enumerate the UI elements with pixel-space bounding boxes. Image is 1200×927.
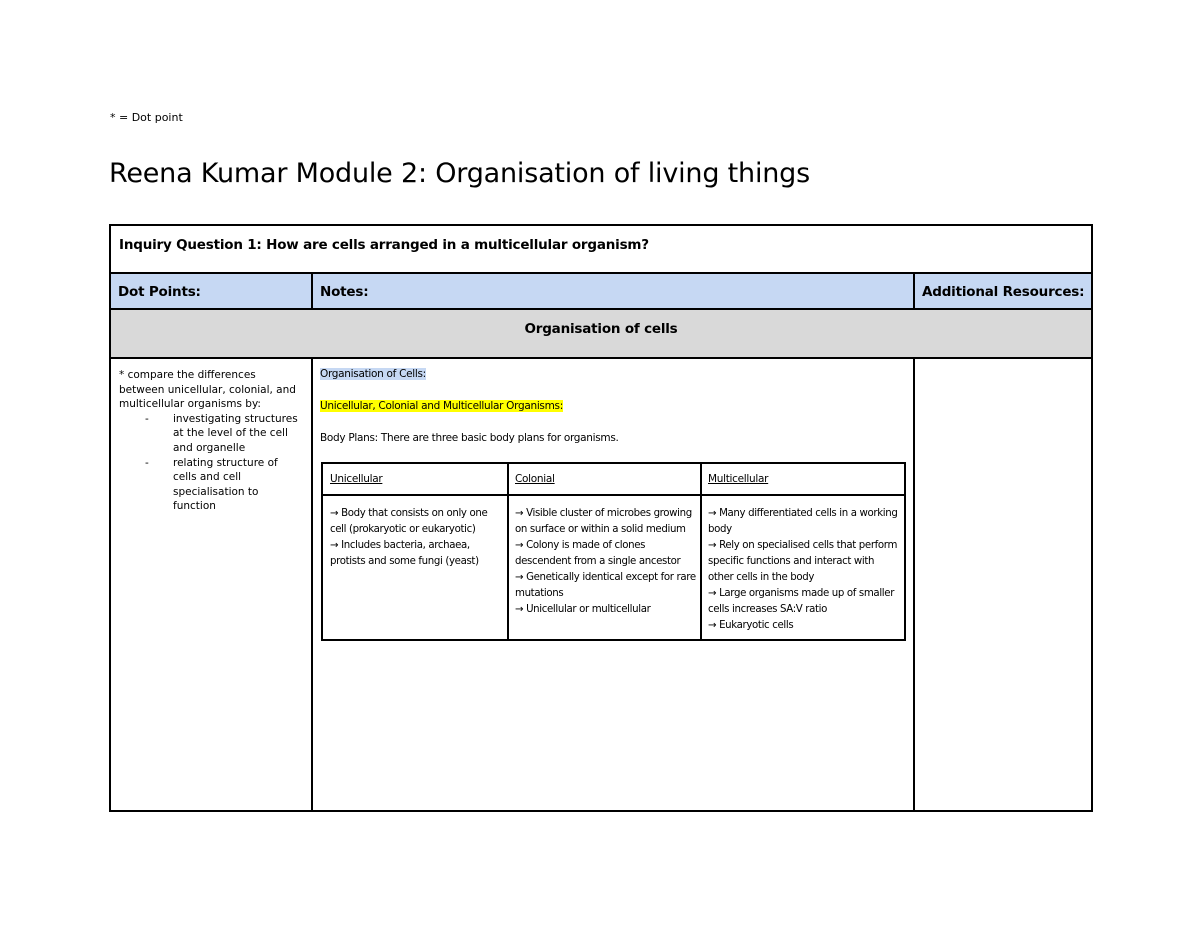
column-colonial: Colonial [515,473,555,485]
header-notes: Notes: [320,284,369,300]
column-unicellular: Unicellular [330,473,383,485]
dot-point-subitem: - relating structure of cells and cell specialisation to function [145,456,278,513]
body-plans-text: Body Plans: There are three basic body plans for organisms. [320,432,619,444]
body-plans-table [321,462,906,641]
divider [700,464,702,639]
notes-cell [313,359,913,810]
inner-header-row [323,464,904,496]
header-row [111,274,1091,310]
header-additional-resources: Additional Resources: [922,284,1085,300]
dot-points-cell [111,359,311,514]
column-multicellular: Multicellular [708,473,769,485]
divider [507,464,509,639]
dot-point-legend: * = Dot point [110,111,183,124]
divider [913,274,915,310]
inquiry-question-row [111,226,1091,274]
additional-resources-cell [915,359,1091,810]
divider [311,274,313,310]
section-title: Organisation of cells [524,321,678,337]
notes-subheading: Unicellular, Colonial and Multicellular Organisms: [320,400,563,412]
section-row [111,310,1091,359]
multicellular-notes: → Many differentiated cells in a working body → Rely on specialised cells that perform specific functions and interact with other cells in the body → Large organisms made up of smaller cells increases SA:V ratio → Eukaryotic cells [708,508,898,631]
dot-point-intro: * compare the differences between unicellular, colonial, and multicellular organisms by: [119,369,296,411]
notes-table [109,224,1093,812]
notes-heading: Organisation of Cells: [320,368,426,380]
unicellular-notes: → Body that consists on only one cell (prokaryotic or eukaryotic) → Includes bacteria, archaea, protists and some fungi (yeast) [330,508,488,567]
header-dot-points: Dot Points: [118,284,201,300]
inquiry-question: Inquiry Question 1: How are cells arranged in a multicellular organism? [119,237,649,253]
dot-point-subitem: - investigating structures at the level of the cell and organelle [145,412,298,454]
colonial-notes: → Visible cluster of microbes growing on surface or within a solid medium → Colony is made of clones descendent from a single ancestor → Genetically identical except for rare mutations → Unicellular or multicellular [515,508,696,615]
page-title: Reena Kumar Module 2: Organisation of living things [109,158,810,189]
